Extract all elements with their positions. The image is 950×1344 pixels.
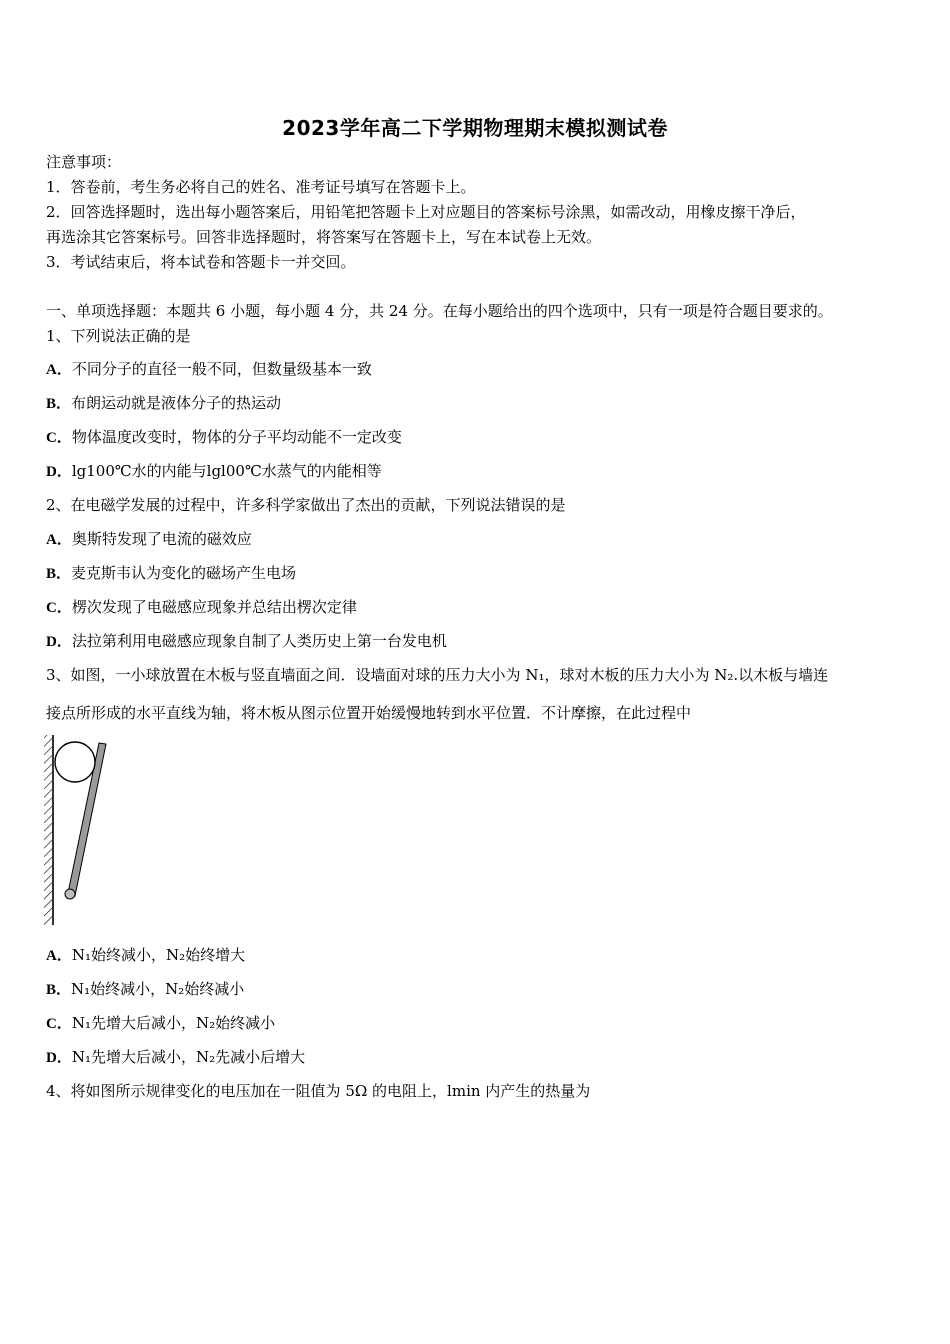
- pivot-hinge: [65, 889, 75, 899]
- q4-stem: 4、将如图所示规律变化的电压加在一阻值为 5Ω 的电阻上，lmin 内产生的热量为: [46, 1082, 591, 1100]
- wall-hatching: [44, 735, 52, 925]
- notice-item-2: 2．回答选择题时，选出每小题答案后，用铅笔把答题卡上对应题目的答案标号涂黑，如需改动，用橡皮擦干净后，: [46, 203, 806, 221]
- q3-option-c: C．N₁先增大后减小，N₂始终减小: [46, 1014, 276, 1032]
- q3-stem-line-1: 3、如图，一小球放置在木板与竖直墙面之间．设墙面对球的压力大小为 N₁，球对木板的压力大小为 N₂.以木板与墙连: [46, 666, 829, 684]
- q1-option-a: A．不同分子的直径一般不同，但数量级基本一致: [46, 360, 372, 378]
- q1-option-b: B．布朗运动就是液体分子的热运动: [46, 394, 282, 412]
- notice-item-2-cont: 再选涂其它答案标号。回答非选择题时，将答案写在答题卡上，写在本试卷上无效。: [46, 228, 602, 246]
- q2-stem: 2、在电磁学发展的过程中，许多科学家做出了杰出的贡献，下列说法错误的是: [46, 496, 566, 514]
- q3-stem-line-2: 接点所形成的水平直线为轴，将木板从图示位置开始缓慢地转到水平位置．不计摩擦，在此过程中: [46, 704, 692, 722]
- q3-option-b: B．N₁始终减小，N₂始终减小: [46, 980, 245, 998]
- notice-item-3: 3．考试结束后，将本试卷和答题卡一并交回。: [46, 253, 356, 271]
- section-heading: 一、单项选择题：本题共 6 小题，每小题 4 分，共 24 分。在每小题给出的四个选项中，只有一项是符合题目要求的。: [46, 302, 833, 320]
- q1-stem: 1、下列说法正确的是: [46, 327, 191, 345]
- q2-option-a: A．奥斯特发现了电流的磁效应: [46, 530, 252, 548]
- q1-option-c: C．物体温度改变时，物体的分子平均动能不一定改变: [46, 428, 402, 446]
- page-title: 2023学年高二下学期物理期末模拟测试卷: [282, 116, 668, 140]
- q3-option-a: A．N₁始终减小，N₂始终增大: [46, 946, 246, 964]
- notice-heading: 注意事项：: [46, 153, 122, 171]
- q1-option-d: D．lg100℃水的内能与lgl00℃水蒸气的内能相等: [46, 462, 382, 480]
- q2-option-d: D．法拉第利用电磁感应现象自制了人类历史上第一台发电机: [46, 632, 447, 650]
- q2-option-b: B．麦克斯韦认为变化的磁场产生电场: [46, 564, 297, 582]
- q2-option-c: C．楞次发现了电磁感应现象并总结出楞次定律: [46, 598, 357, 616]
- q3-option-d: D．N₁先增大后减小，N₂先减小后增大: [46, 1048, 306, 1066]
- notice-item-1: 1．答卷前，考生务必将自己的姓名、准考证号填写在答题卡上。: [46, 178, 476, 196]
- small-ball: [55, 742, 95, 782]
- ball-board-wall-figure: [40, 733, 120, 929]
